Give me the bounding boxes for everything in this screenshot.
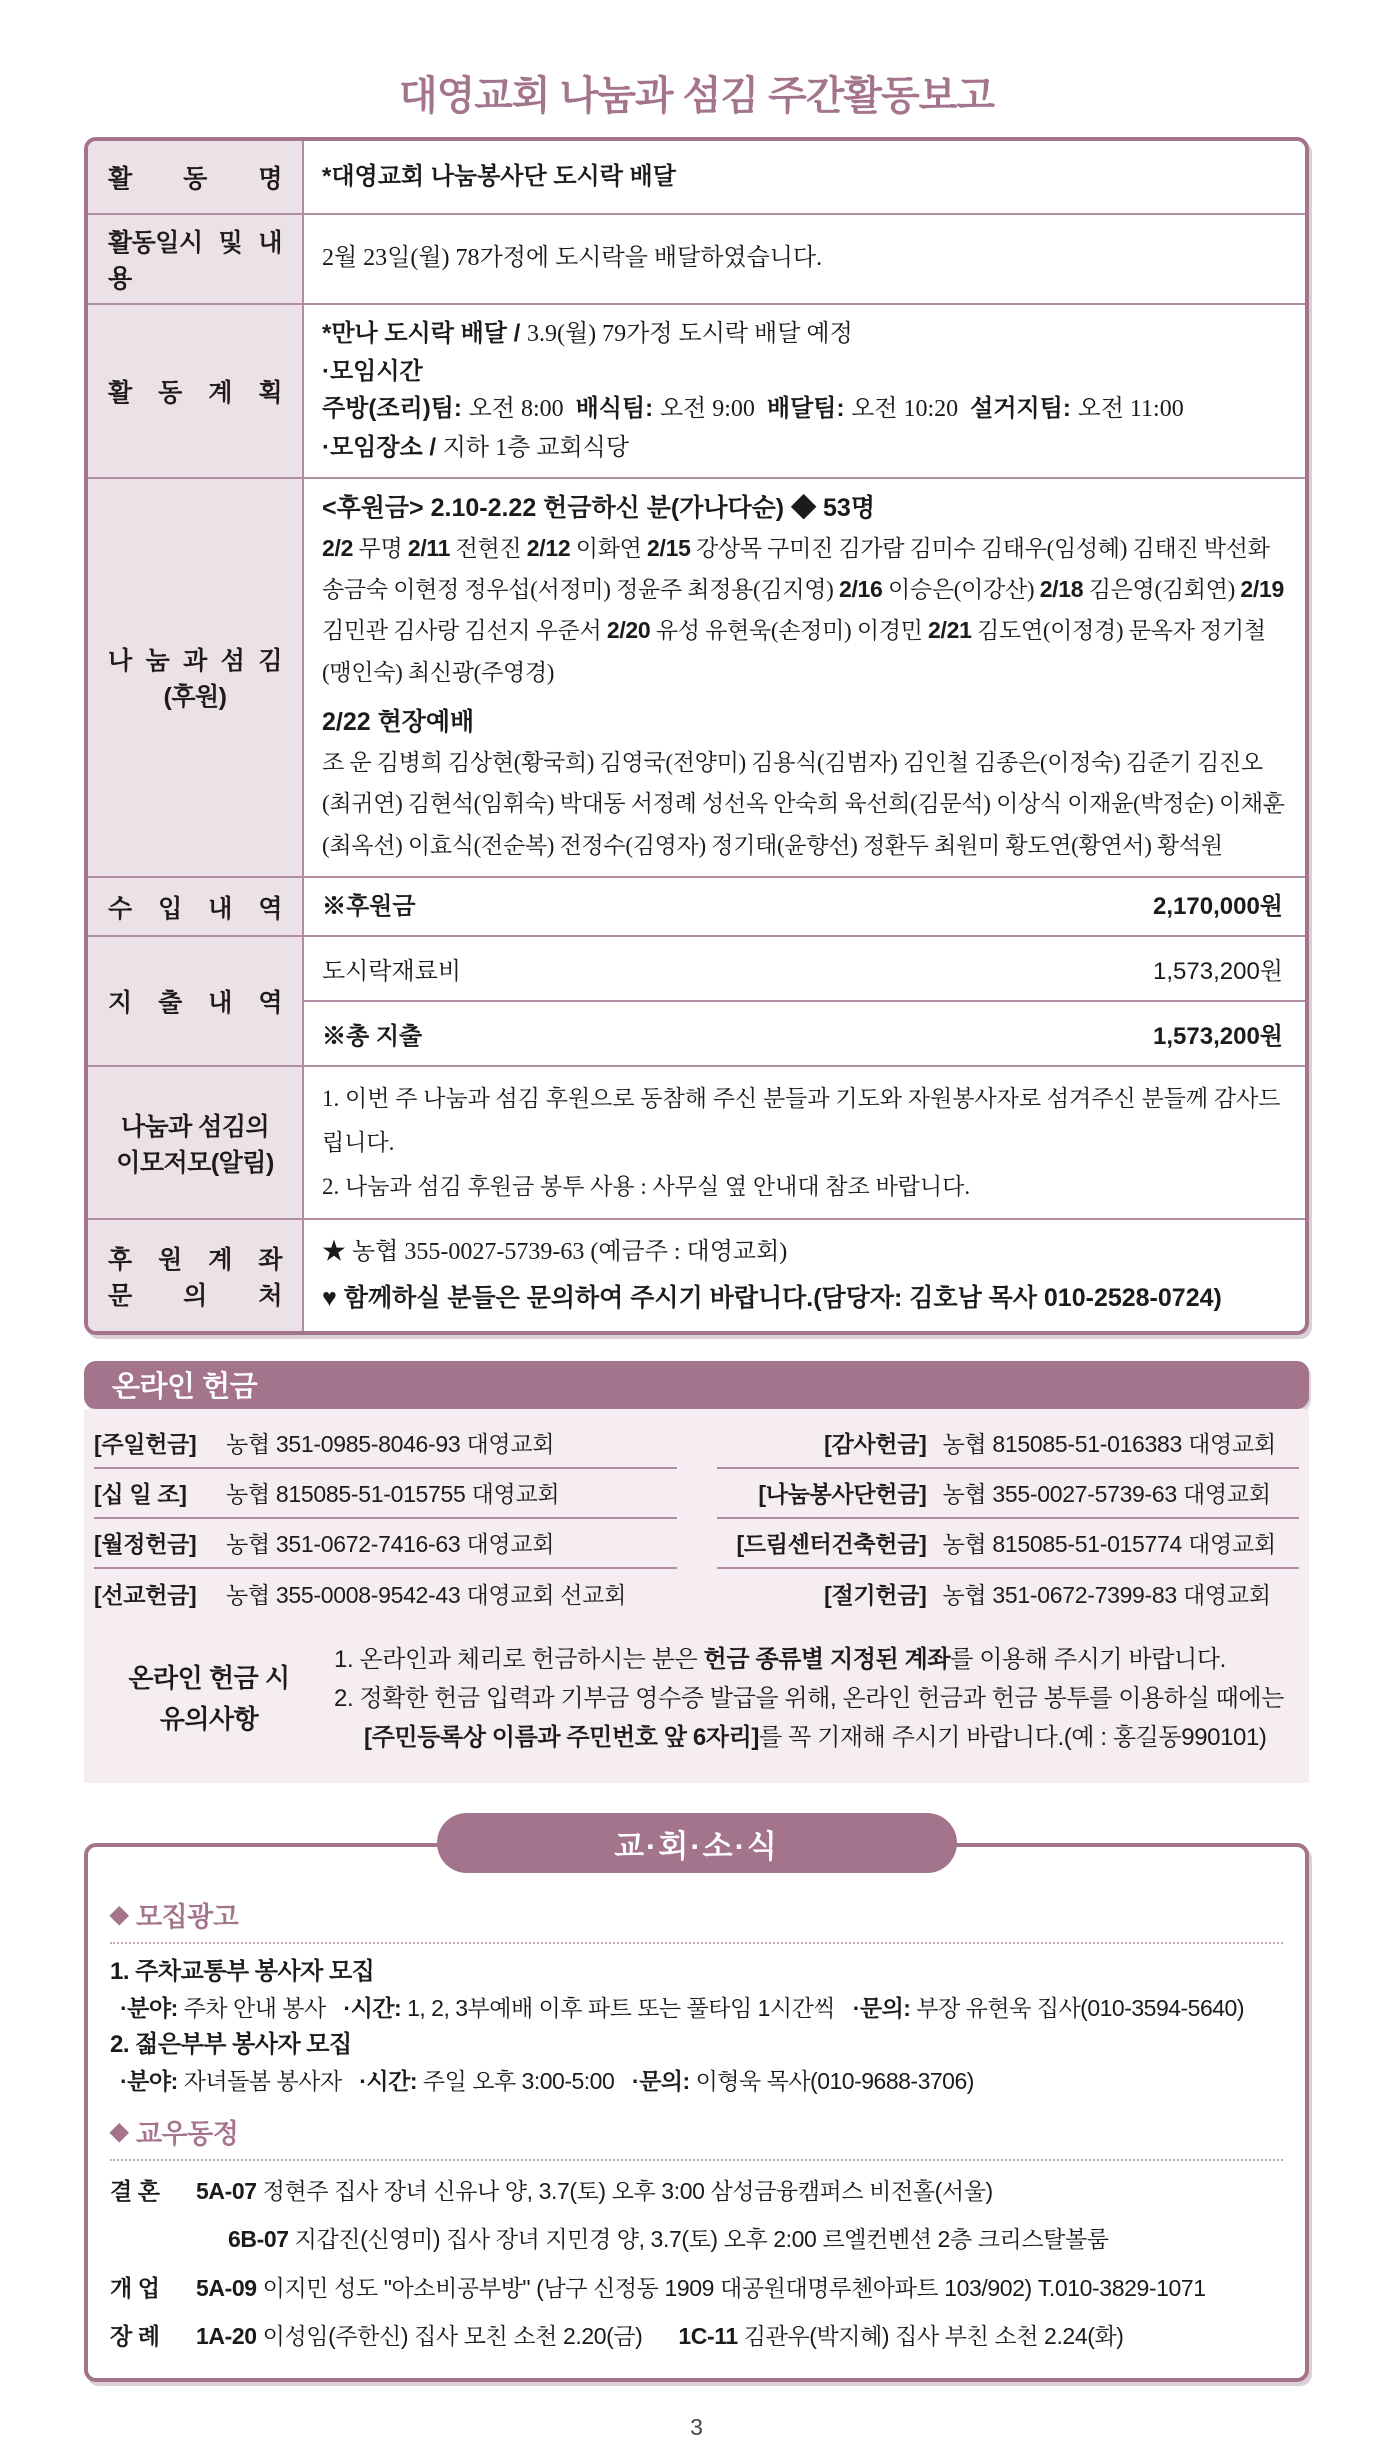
account-number: 농협 351-0672-7416-63 대영교회 (226, 1531, 555, 1558)
account-row (717, 1469, 1300, 1519)
expense-subrow-material (304, 937, 1305, 1000)
donation-contact: ♥ 함께하실 분들은 문의하여 주시기 바랍니다.(담당자: 김호남 목사 010-2528-0724) (322, 1283, 1222, 1312)
news-row-label: 장 례 (110, 2322, 160, 2349)
account-number: 농협 351-0985-8046-93 대영교회 (226, 1431, 555, 1458)
row-label: 지 출 내 역 (88, 937, 304, 1065)
notice-item-2-line1: 2. 정확한 헌금 입력과 기부금 영수증 발급을 위해, 온라인 헌금과 헌금 봉투를 이용하실 때에는 (334, 1684, 1284, 1712)
account-label: [십 일 조] (94, 1481, 187, 1508)
table-row-activity-date (88, 213, 1305, 303)
income-amount: 2,170,000원 (1153, 892, 1283, 920)
account-row (94, 1419, 677, 1469)
row-label (88, 1067, 304, 1218)
row-label-line1: 나 눔 과 섬 김 (108, 647, 282, 676)
recruit-item-2-detail: ·분야: 자녀돌봄 봉사자 ·시간: 주일 오후 3:00-5:00 ·문의: 이형욱 목사(010-9688-3706) (120, 2068, 974, 2095)
notice-label-line1: 온라인 헌금 시 (128, 1662, 290, 1693)
row-label: 활동일시 및 내용 (88, 215, 304, 303)
account-number: 농협 355-0008-9542-43 대영교회 선교회 (226, 1582, 626, 1609)
account-label: [월정헌금] (94, 1531, 197, 1558)
onsite-worship-heading: 2/22 현장예배 (322, 708, 475, 737)
expense-total-amount: 1,573,200원 (1153, 1023, 1283, 1051)
news-row-label: 개 업 (110, 2274, 160, 2301)
account-number: 농협 351-0672-7399-83 대영교회 (942, 1582, 1271, 1609)
member-news-row-opening (110, 2268, 1283, 2308)
account-number: 농협 355-0027-5739-63 대영교회 (942, 1481, 1271, 1508)
church-news-header-pill (437, 1813, 957, 1873)
news-row-label: 결 혼 (110, 2178, 160, 2205)
account-row (94, 1569, 677, 1619)
news-row-content: 1A-20 이성임(주한신) 집사 모친 소천 2.20(금) 1C-11 김관우(박지혜) 집사 부친 소천 2.24(화) (196, 2322, 1124, 2349)
section-member-news (110, 2112, 1283, 2151)
recruit-item-1-detail: ·분야: 주차 안내 봉사 ·시간: 1, 2, 3부예배 이후 파트 또는 풀타임 1시간씩 ·문의: 부장 유현욱 집사(010-3594-5640) (120, 1995, 1245, 2022)
expense-amount: 1,573,200원 (1153, 958, 1283, 986)
church-news-title: 교·회·소·식 (614, 1828, 779, 1864)
online-accounts-right (717, 1419, 1300, 1619)
dotted-divider (110, 2159, 1283, 2161)
row-label-line1: 나눔과 섬김의 (120, 1112, 270, 1141)
table-row-activity-name (88, 141, 1305, 213)
recruit-item-2-title: 2. 젊은부부 봉사자 모집 (110, 2031, 352, 2059)
announcement-note-2: 2. 나눔과 섬김 후원금 봉투 사용 : 사무실 옆 안내대 참조 바랍니다. (322, 1173, 971, 1199)
row-label: 활 동 명 (88, 141, 304, 213)
row-label: 수 입 내 역 (88, 878, 304, 935)
row-label-line2: (후원) (163, 683, 227, 712)
online-giving-section (84, 1409, 1309, 1784)
member-news-row-wedding-2 (228, 2219, 1283, 2259)
notice-label (84, 1641, 334, 1758)
page-title: 대영교회 나눔과 섬김 주간활동보고 (399, 74, 994, 118)
notice-label-line2: 유의사항 (159, 1704, 259, 1735)
donors-heading: <후원금> 2.10-2.22 헌금하신 분(가나다순) ◆ 53명 (322, 493, 875, 522)
account-label: [주일헌금] (94, 1431, 197, 1458)
notice-item-2-line2: [주민등록상 이름과 주민번호 앞 6자리]를 꼭 기재해 주시기 바랍니다.(예 : 홍길동990101) (364, 1723, 1267, 1751)
recruit-item-1-title: 1. 주차교통부 봉사자 모집 (110, 1958, 375, 1986)
account-row (94, 1519, 677, 1569)
account-number: 농협 815085-51-015774 대영교회 (942, 1531, 1276, 1558)
row-value (304, 1067, 1305, 1218)
row-label-line2: 문 의 처 (108, 1281, 282, 1310)
page-number: 3 (690, 2414, 703, 2441)
expense-subrows (304, 937, 1305, 1065)
row-label (88, 479, 304, 876)
announcement-note-1: 1. 이번 주 나눔과 섬김 후원으로 동참해 주신 분들과 기도와 자원봉사자로 섬겨주신 분들께 감사드립니다. (322, 1086, 1281, 1155)
donors-list: 2/2 무명 2/11 전현진 2/12 이화연 2/15 강상목 구미진 김가람 김미수 김태우(임성혜) 김태진 박선화 송금숙 이현정 정우섭(서정미) 정윤주 최정용(김지영) 2/16 이승은(이강산) 2/18 김은영(김회연) 2/19 김민관 김사랑 김선지 우준서 2/20 유성 유현욱(손정미) 이경민 2/21 김도연(이정경) 문옥자 정기철(맹인숙) 최신광(주영경) (322, 534, 1290, 685)
income-item: ※후원금 (322, 892, 416, 920)
dotted-divider (110, 1942, 1283, 1944)
table-row-income (88, 876, 1305, 935)
notice-item-1: 1. 온라인과 체리로 헌금하시는 분은 헌금 종류별 지정된 계좌를 이용해 주시기 바랍니다. (334, 1645, 1226, 1673)
table-row-announcements (88, 1065, 1305, 1218)
row-label-line2: 이모저모(알림) (116, 1148, 274, 1177)
section-recruitment (110, 1895, 1283, 1934)
row-value: *대영교회 나눔봉사단 도시락 배달 (322, 163, 676, 191)
expense-total-item: ※총 지출 (322, 1023, 423, 1051)
row-label: 활 동 계 획 (88, 305, 304, 477)
row-label-line1: 후 원 계 좌 (108, 1245, 282, 1274)
account-row (717, 1419, 1300, 1469)
row-value: 2월 23일(월) 78가정에 도시락을 배달하였습니다. (322, 245, 823, 272)
church-news-section (84, 1828, 1309, 2382)
online-accounts-grid (84, 1413, 1309, 1633)
news-row-content: 5A-07 정현주 집사 장녀 신유나 양, 3.7(토) 오후 3:00 삼성금융캠퍼스 비전홀(서울) (196, 2178, 993, 2205)
expense-item: 도시락재료비 (322, 958, 462, 986)
member-news-row-funeral (110, 2316, 1283, 2356)
account-number: 농협 815085-51-015755 대영교회 (226, 1481, 560, 1508)
expense-subrow-total (304, 1000, 1305, 1065)
account-label: [감사헌금] (824, 1431, 927, 1458)
account-row (94, 1469, 677, 1519)
diamond-icon: ◆ (110, 1901, 128, 1929)
account-row (717, 1519, 1300, 1569)
account-row (717, 1569, 1300, 1619)
online-giving-notice (84, 1633, 1309, 1758)
account-label: [드림센터건축헌금] (736, 1531, 927, 1558)
row-value (304, 305, 1305, 477)
plan-line-place: ·모임장소 / 지하 1층 교회식당 (322, 433, 630, 461)
section-recruitment-title: 모집광고 (135, 1902, 239, 1933)
table-row-sharing-donors (88, 477, 1305, 876)
online-giving-title: 온라인 헌금 (112, 1371, 258, 1404)
plan-line-teams: 주방(조리)팀: 오전 8:00 배식팀: 오전 9:00 배달팀: 오전 10:20 설거지팀: 오전 11:00 (322, 395, 1184, 423)
account-label: [절기헌금] (824, 1582, 927, 1609)
news-row-content: 5A-09 이지민 성도 "아소비공부방" (남구 신정동 1909 대공원대명루첸아파트 103/902) T.010-3829-1071 (196, 2274, 1206, 2301)
table-row-donation-account (88, 1218, 1305, 1331)
news-row-content: 6B-07 지갑진(신영미) 집사 장녀 지민경 양, 3.7(토) 오후 2:00 르엘컨벤션 2층 크리스탈볼룸 (228, 2226, 1109, 2253)
account-label: [나눔봉사단헌금] (758, 1481, 927, 1508)
row-value (304, 1220, 1305, 1331)
diamond-icon: ◆ (110, 2118, 128, 2146)
table-row-expense (88, 935, 1305, 1065)
onsite-worship-list: 조 운 김병희 김상현(황국희) 김영국(전양미) 김용식(김범자) 김인철 김종은(이정숙) 김준기 김진오(최귀연) 김현석(임휘숙) 박대동 서정례 성선옥 안숙희 육선희(김문석) 이상식 이재윤(박정순) 이채훈(최옥선) 이효식(전순복) 전정수(김영자) 정기태(윤향선) 정환두 최원미 황도연(황연서) 황석원 (322, 749, 1285, 858)
account-label: [선교헌금] (94, 1582, 197, 1609)
church-news-box (84, 1843, 1309, 2382)
row-value (304, 479, 1305, 876)
plan-line-meeting-time: ·모임시간 (322, 358, 423, 386)
account-number: 농협 815085-51-016383 대영교회 (942, 1431, 1276, 1458)
donation-account-number: ★ 농협 355-0027-5739-63 (예금주 : 대영교회) (322, 1239, 788, 1266)
notice-body (334, 1641, 1295, 1758)
member-news-row-wedding (110, 2171, 1283, 2211)
online-giving-header-bar (84, 1361, 1309, 1409)
row-value (304, 878, 1305, 935)
online-accounts-left (94, 1419, 677, 1619)
table-row-activity-plan (88, 303, 1305, 477)
plan-line-delivery: *만나 도시락 배달 / 3.9(월) 79가정 도시락 배달 예정 (322, 320, 853, 347)
weekly-report-table (84, 137, 1309, 1335)
row-label (88, 1220, 304, 1331)
section-member-news-title: 교우동정 (135, 2119, 239, 2150)
